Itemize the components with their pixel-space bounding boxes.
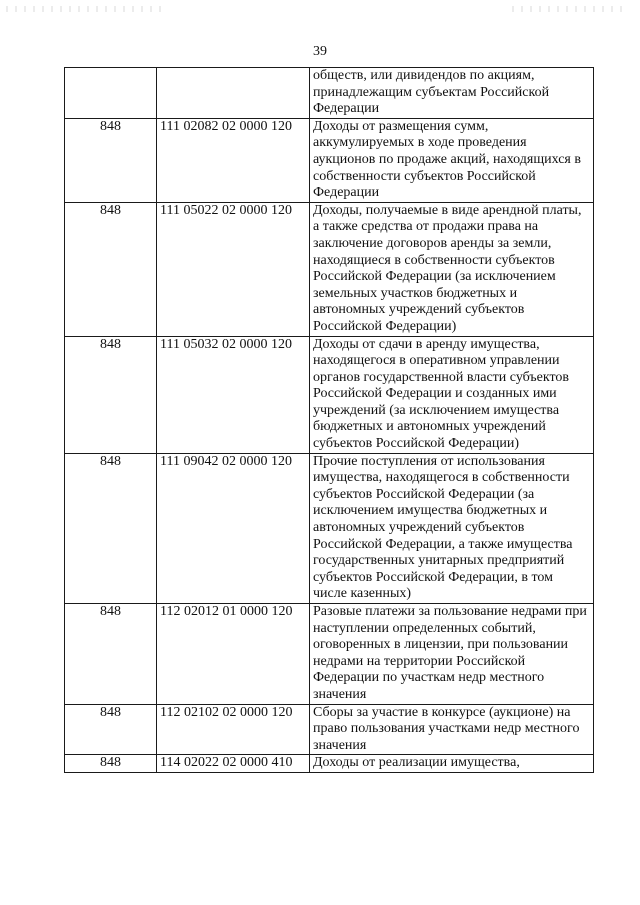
scan-artifact	[6, 6, 166, 12]
table-row	[65, 118, 594, 202]
revenue-code-cell: 111 05032 02 0000 120	[157, 336, 310, 453]
revenue-code-cell: 111 05022 02 0000 120	[157, 202, 310, 336]
admin-code-cell	[65, 68, 157, 119]
scan-artifact	[512, 6, 622, 12]
revenue-name-cell: обществ, или дивидендов по акциям, принадлежащим субъектам Российской Федерации	[310, 68, 594, 119]
table-row	[65, 755, 594, 773]
revenue-name-cell: Доходы от реализации имущества,	[310, 755, 594, 773]
page-number: 39	[313, 44, 327, 59]
admin-code-cell: 848	[65, 336, 157, 453]
revenue-name-cell: Сборы за участие в конкурсе (аукционе) на право пользования участками недр местного значения	[310, 704, 594, 755]
revenue-code-cell: 112 02012 01 0000 120	[157, 604, 310, 705]
table-row	[65, 704, 594, 755]
table-row	[65, 453, 594, 603]
table-row	[65, 336, 594, 453]
table-row	[65, 604, 594, 705]
revenue-code-cell: 111 09042 02 0000 120	[157, 453, 310, 603]
admin-code-cell: 848	[65, 704, 157, 755]
revenue-code-cell	[157, 68, 310, 119]
revenue-code-cell: 114 02022 02 0000 410	[157, 755, 310, 773]
revenue-codes-table	[64, 67, 594, 773]
revenue-name-cell: Доходы от размещения сумм, аккумулируемых в ходе проведения аукционов по продаже акций, находящихся в собственности субъектов Российской Федерации	[310, 118, 594, 202]
revenue-name-cell: Прочие поступления от использования имущества, находящегося в собственности субъектов Российской Федерации (за исключением имущества бюджетных и автономных учреждений субъектов Российской Федерации, а также имущества государственных унитарных предприятий субъектов Российской Федерации, в том числе казенных)	[310, 453, 594, 603]
revenue-name-cell: Разовые платежи за пользование недрами при наступлении определенных событий, оговоренных в лицензии, при пользовании недрами на территории Российской Федерации по участкам недр местного значения	[310, 604, 594, 705]
table-row	[65, 202, 594, 336]
admin-code-cell: 848	[65, 453, 157, 603]
revenue-code-cell: 112 02102 02 0000 120	[157, 704, 310, 755]
admin-code-cell: 848	[65, 604, 157, 705]
admin-code-cell: 848	[65, 755, 157, 773]
admin-code-cell: 848	[65, 118, 157, 202]
revenue-name-cell: Доходы, получаемые в виде арендной платы, а также средства от продажи права на заключение договоров аренды за земли, находящиеся в собственности субъектов Российской Федерации (за исключением земельных участков бюджетных и автономных учреждений субъектов Российской Федерации)	[310, 202, 594, 336]
admin-code-cell: 848	[65, 202, 157, 336]
revenue-name-cell: Доходы от сдачи в аренду имущества, находящегося в оперативном управлении органов государственной власти субъектов Российской Федерации и созданных ими учреждений (за исключением имущества бюджетных и автономных учреждений субъектов Российской Федерации)	[310, 336, 594, 453]
revenue-code-cell: 111 02082 02 0000 120	[157, 118, 310, 202]
table-row	[65, 68, 594, 119]
